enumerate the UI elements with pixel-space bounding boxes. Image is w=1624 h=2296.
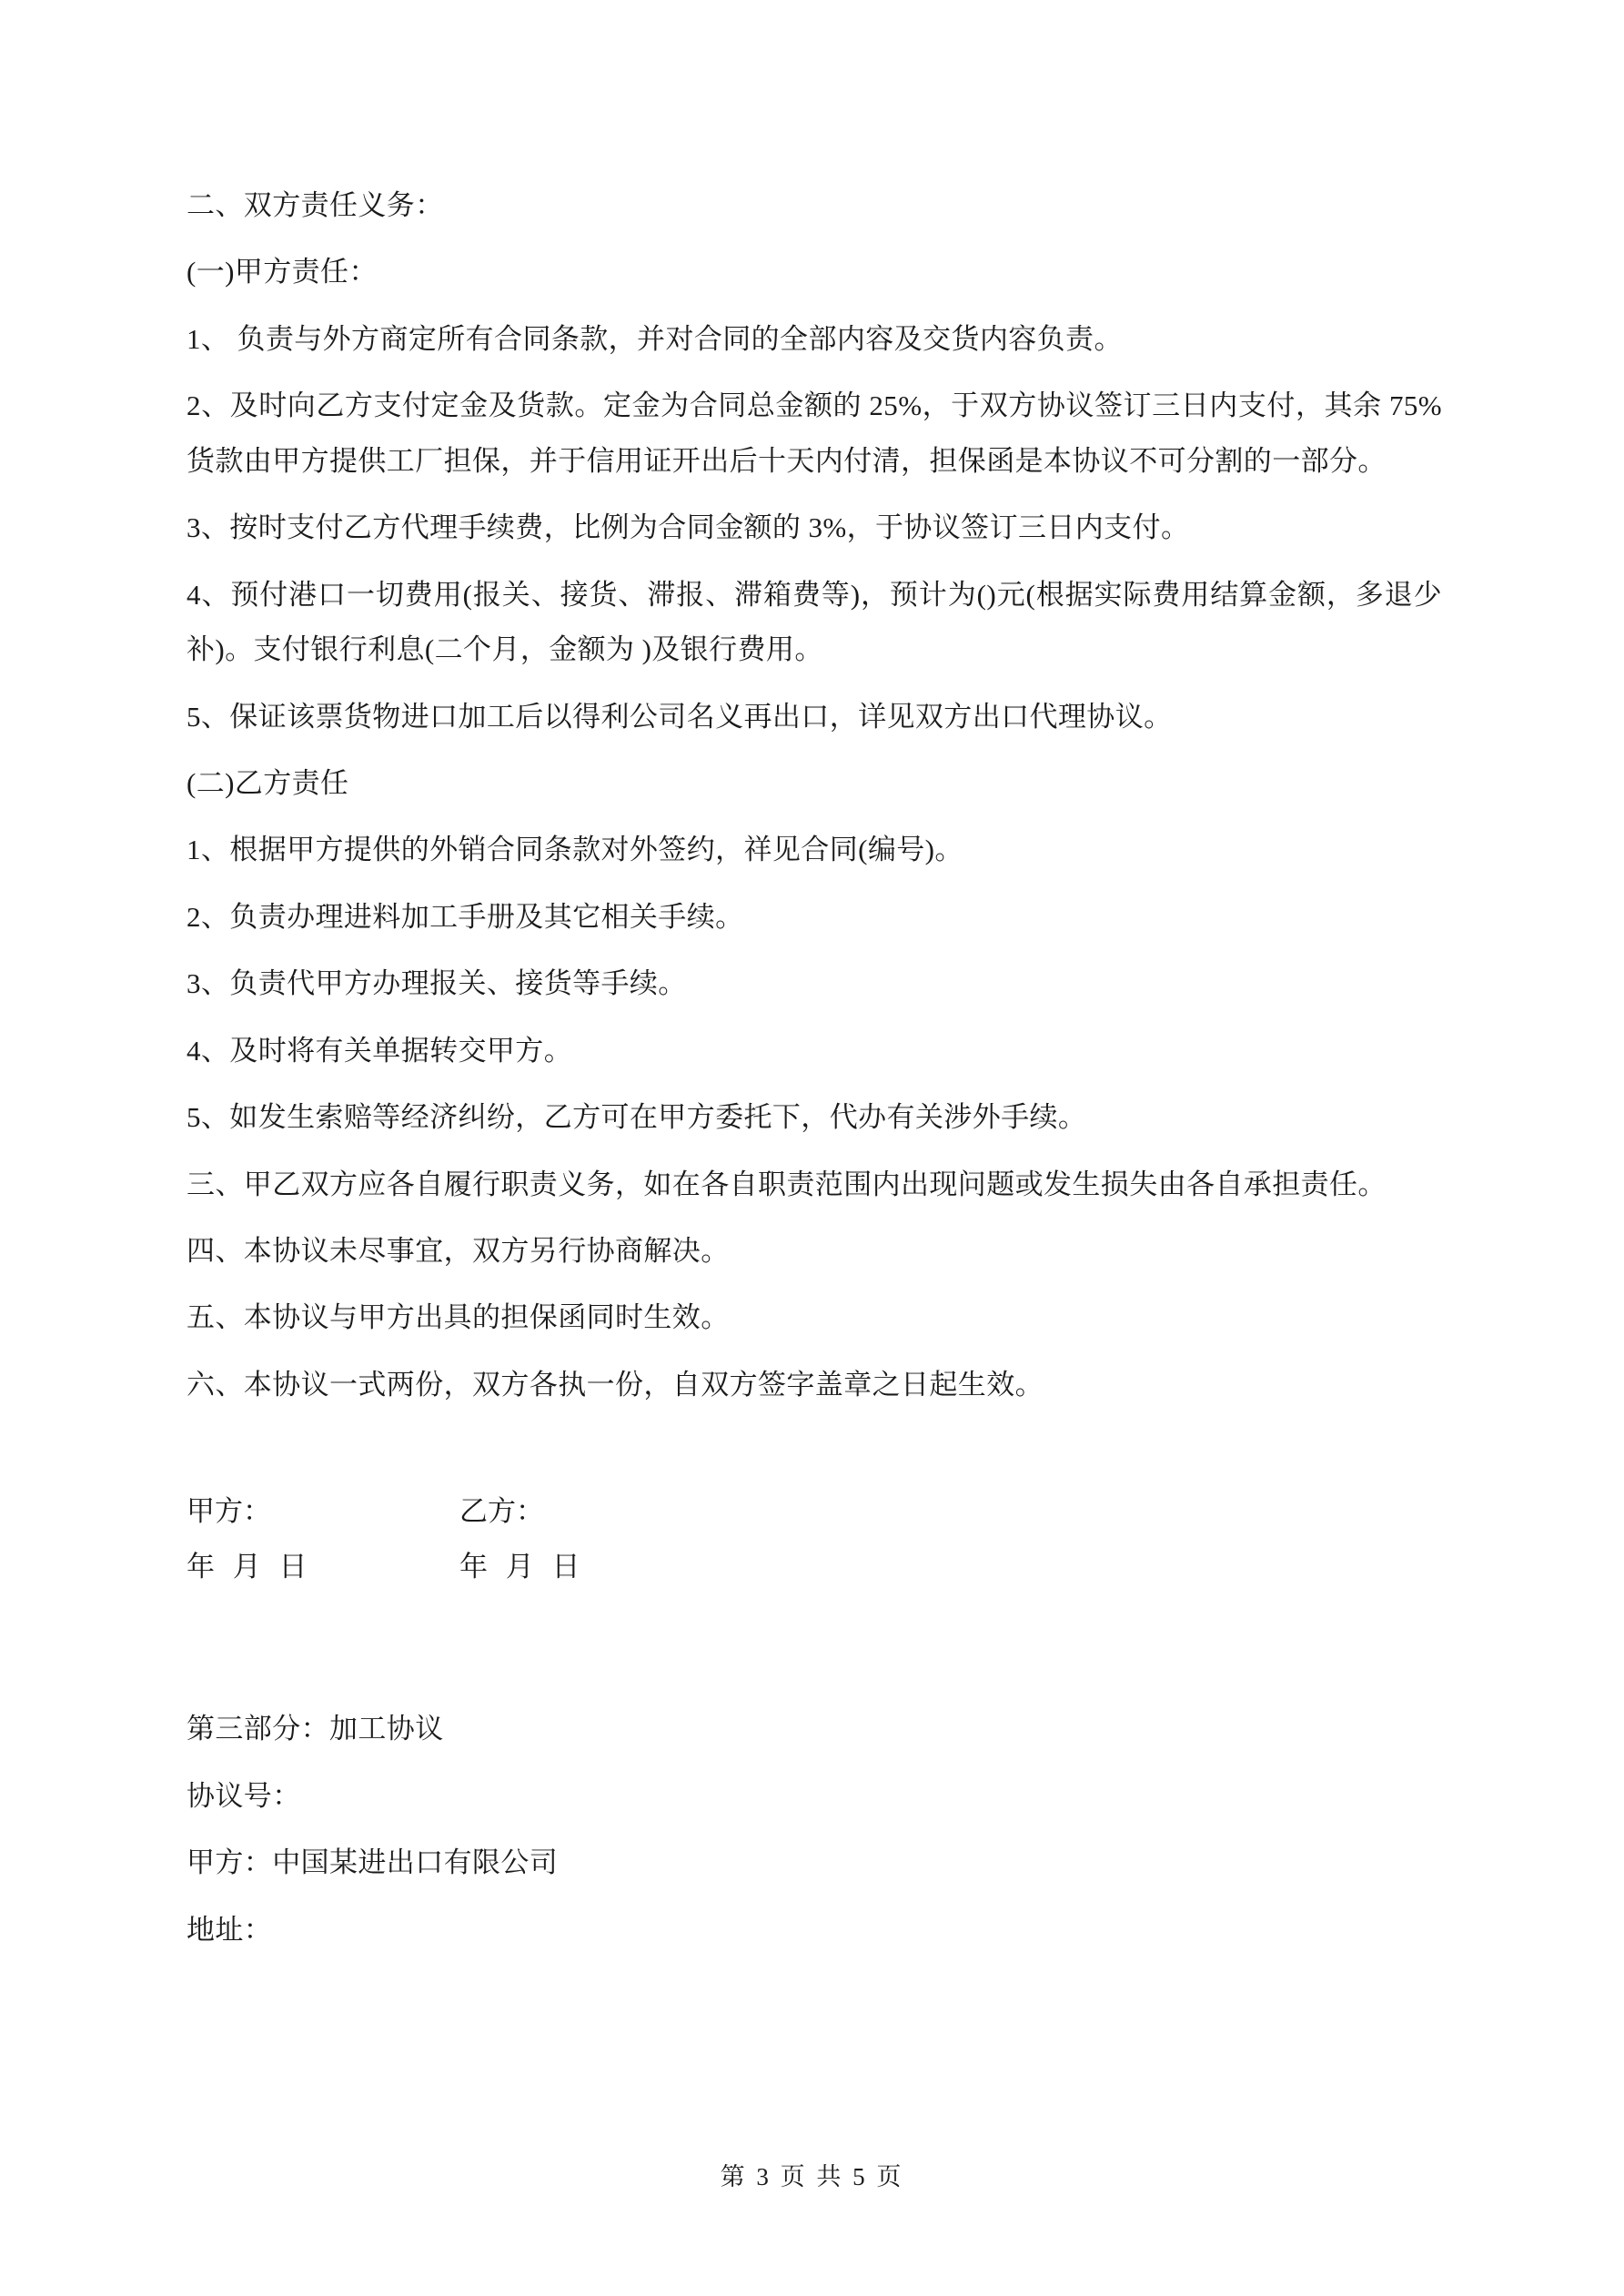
signature-row xyxy=(187,1484,1442,1539)
paragraph-section-4: 四、本协议未尽事宜，双方另行协商解决。 xyxy=(187,1235,730,1267)
paragraph-b-item-4: 4、及时将有关单据转交甲方。 xyxy=(187,1034,573,1067)
paragraph-section-6: 六、本协议一式两份，双方各执一份，自双方签字盖章之日起生效。 xyxy=(187,1368,1044,1401)
section-spacer xyxy=(187,1594,1442,1702)
paragraph-section-3: 三、甲乙双方应各自履行职责义务，如在各自职责范围内出现问题或发生损失由各自承担责任。 xyxy=(187,1168,1387,1200)
paragraph-section-5: 五、本协议与甲方出具的担保函同时生效。 xyxy=(187,1301,730,1334)
section3-party-a: 甲方：中国某进出口有限公司 xyxy=(187,1846,559,1879)
paragraph-b-item-3: 3、负责代甲方办理报关、接货等手续。 xyxy=(187,967,687,1000)
page-footer: 第 3 页 共 5 页 xyxy=(720,2163,904,2190)
paragraph-a-item-4: 4、预付港口一切费用(报关、接货、滞报、滞箱费等)，预计为()元(根据实际费用结算金额，多退少补)。支付银行利息(二个月，金额为 )及银行费用。 xyxy=(187,578,1442,666)
paragraph-a-item-2: 2、及时向乙方支付定金及货款。定金为合同总金额的 25%，于双方协议签订三日内支付，其余 75%货款由甲方提供工厂担保，并于信用证开出后十天内付清，担保函是本协议不可分割的一部分。 xyxy=(187,389,1442,477)
paragraph-b-item-5: 5、如发生索赔等经济纠纷，乙方可在甲方委托下，代办有关涉外手续。 xyxy=(187,1101,1087,1134)
section3-title: 第三部分：加工协议 xyxy=(187,1713,444,1745)
party-a-signature-label: 甲方： xyxy=(187,1495,271,1528)
paragraph-party-a-duties-title: (一)甲方责任： xyxy=(187,256,378,288)
paragraph-a-item-1: 1、 负责与外方商定所有合同条款，并对合同的全部内容及交货内容负责。 xyxy=(187,322,1123,355)
paragraph-a-item-3: 3、按时支付乙方代理手续费，比例为合同金额的 3%，于协议签订三日内支付。 xyxy=(187,511,1190,544)
party-a-date-line: 年 月 日 xyxy=(187,1550,313,1583)
paragraph-a-item-5: 5、保证该票货物进口加工后以得利公司名义再出口，详见双方出口代理协议。 xyxy=(187,700,1173,733)
signature-date-row xyxy=(187,1540,1442,1594)
paragraph-b-item-2: 2、负责办理进料加工手册及其它相关手续。 xyxy=(187,900,744,933)
party-b-date-line: 年 月 日 xyxy=(459,1550,586,1583)
signature-spacer xyxy=(187,1424,1442,1484)
section3-agreement-number: 协议号： xyxy=(187,1779,301,1812)
party-b-signature-label: 乙方： xyxy=(459,1495,544,1528)
paragraph-section-2-title: 二、双方责任义务： xyxy=(187,189,444,221)
section3-address: 地址： xyxy=(187,1913,273,1946)
paragraph-b-item-1: 1、根据甲方提供的外销合同条款对外签约，祥见合同(编号)。 xyxy=(187,834,963,866)
paragraph-party-b-duties-title: (二)乙方责任 xyxy=(187,766,349,799)
document-body xyxy=(187,178,1442,1969)
